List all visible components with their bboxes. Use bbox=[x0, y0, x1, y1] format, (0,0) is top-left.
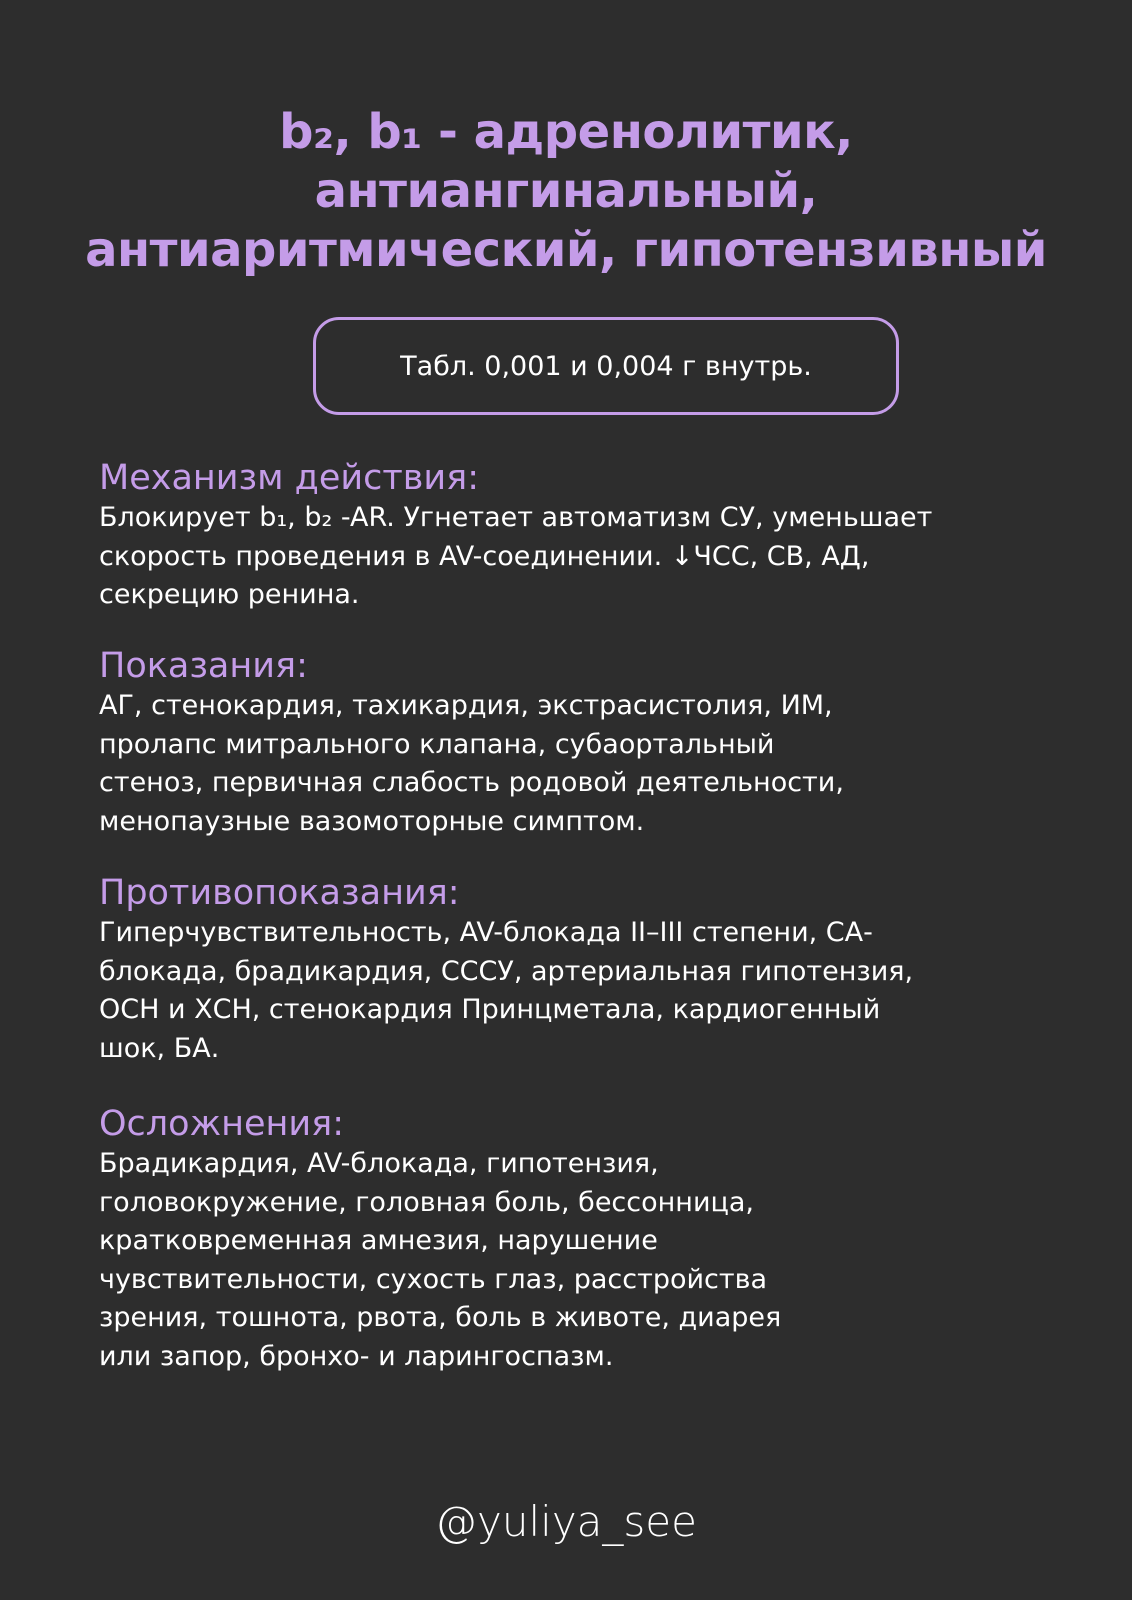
section-heading: Показания: bbox=[99, 646, 308, 686]
dose-box bbox=[313, 317, 899, 415]
section-body bbox=[99, 914, 1059, 1068]
body-line: или запор, бронхо- и ларингоспазм. bbox=[99, 1340, 614, 1372]
title-line: антиаритмический, гипотензивный bbox=[85, 222, 1047, 278]
body-line: ОСН и ХСН, стенокардия Принцметала, кардиогенный bbox=[99, 994, 881, 1025]
body-line: кратковременная амнезия, нарушение bbox=[99, 1225, 658, 1256]
section-heading: Осложнения: bbox=[99, 1104, 344, 1144]
body-line: чувствительности, сухость глаз, расстройства bbox=[99, 1263, 768, 1295]
body-line: секрецию ренина. bbox=[99, 579, 360, 610]
body-line: Блокирует b₁, b₂ -AR. Угнетает автоматизм СУ, уменьшает bbox=[99, 502, 933, 533]
body-line: пролапс митрального клапана, субаортальный bbox=[99, 728, 775, 760]
body-line: менопаузные вазомоторные симптом. bbox=[99, 805, 645, 837]
body-line: скорость проведения в AV-соединении. ↓ЧСС, СВ, АД, bbox=[99, 540, 870, 572]
author-handle: @yuliya_see bbox=[435, 1497, 697, 1546]
dose-text: Табл. 0,001 и 0,004 г внутрь. bbox=[400, 350, 812, 382]
body-line: Брадикардия, AV-блокада, гипотензия, bbox=[99, 1148, 659, 1179]
body-line: головокружение, головная боль, бессонница, bbox=[99, 1186, 755, 1218]
section-heading: Противопоказания: bbox=[99, 873, 460, 913]
body-line: АГ, стенокардия, тахикардия, экстрасистолия, ИМ, bbox=[99, 690, 833, 721]
title-line: антиангинальный, bbox=[314, 163, 818, 219]
body-line: Гиперчувствительность, AV-блокада II–III степени, СА- bbox=[99, 917, 873, 948]
title-line: b₂, b₁ - адренолитик, bbox=[279, 104, 853, 160]
section-heading: Механизм действия: bbox=[99, 458, 479, 498]
section-contraindications bbox=[99, 872, 1059, 1068]
body-line: стеноз, первичная слабость родовой деятельности, bbox=[99, 767, 844, 798]
section-indications bbox=[99, 645, 1059, 841]
body-line: блокада, брадикардия, СССУ, артериальная гипотензия, bbox=[99, 955, 914, 987]
body-line: зрения, тошнота, рвота, боль в животе, диарея bbox=[99, 1302, 782, 1333]
section-mechanism bbox=[99, 457, 1059, 615]
section-complications bbox=[99, 1103, 1059, 1376]
section-body bbox=[99, 687, 1059, 841]
section-body bbox=[99, 1145, 1059, 1376]
page-title bbox=[40, 103, 1092, 280]
section-body bbox=[99, 499, 1059, 615]
body-line: шок, БА. bbox=[99, 1032, 220, 1064]
